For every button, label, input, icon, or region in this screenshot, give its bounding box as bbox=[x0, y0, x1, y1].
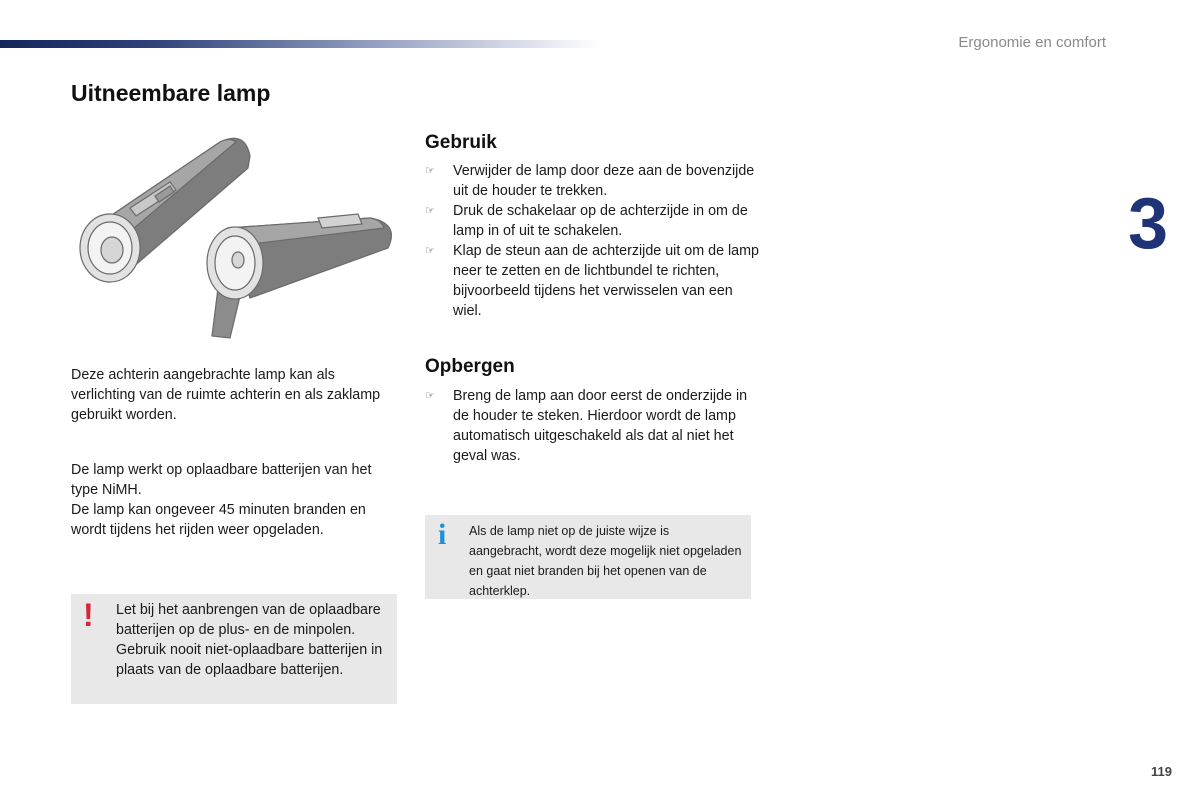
intro-paragraph: Deze achterin aangebrachte lamp kan als verlichting van de ruimte achterin en als zaklamp gebruikt worden. bbox=[71, 367, 381, 423]
list-item bbox=[425, 386, 765, 466]
section-name: Ergonomie en comfort bbox=[958, 34, 1106, 51]
warning-text-polarity: Let bij het aanbrengen van de oplaadbare batterijen op de plus- en de minpolen. bbox=[116, 602, 381, 638]
lamp-standing-icon bbox=[207, 214, 391, 338]
battery-type-paragraph: De lamp werkt op oplaadbare batterijen van het type NiMH. bbox=[71, 462, 372, 498]
pointing-hand-icon: ☞ bbox=[425, 245, 435, 257]
info-icon: i bbox=[438, 518, 447, 551]
info-text: Als de lamp niet op de juiste wijze is aangebracht, wordt deze mogelijk niet opgeladen en gaat niet branden bij het openen van de achterklep. bbox=[469, 524, 742, 598]
burn-time-paragraph: De lamp kan ongeveer 45 minuten branden en wordt tijdens het rijden weer opgeladen. bbox=[71, 502, 366, 538]
lamp-illustration bbox=[70, 128, 400, 348]
header-gradient-bar bbox=[0, 40, 600, 48]
warning-box bbox=[71, 594, 397, 704]
warning-exclamation-icon: ! bbox=[83, 597, 94, 633]
gebruik-heading: Gebruik bbox=[425, 132, 497, 153]
warning-text-rechargeable: Gebruik nooit niet-oplaadbare batterijen in plaats van de oplaadbare batterijen. bbox=[116, 642, 383, 678]
list-item-text: Breng de lamp aan door eerst de onderzijde in de houder te steken. Hierdoor wordt de lamp automatisch uitgeschakeld als dat al niet het geval was. bbox=[453, 388, 748, 464]
gebruik-list bbox=[425, 161, 765, 321]
list-item bbox=[425, 201, 765, 241]
page-number: 119 bbox=[1151, 764, 1172, 779]
pointing-hand-icon: ☞ bbox=[425, 205, 435, 217]
list-item bbox=[425, 241, 765, 321]
pointing-hand-icon: ☞ bbox=[425, 165, 435, 177]
list-item bbox=[425, 161, 765, 201]
list-item-text: Druk de schakelaar op de achterzijde in om de lamp in of uit te schakelen. bbox=[453, 203, 748, 239]
info-box bbox=[425, 515, 751, 599]
opbergen-heading: Opbergen bbox=[425, 356, 515, 377]
page-title: Uitneembare lamp bbox=[71, 80, 271, 106]
chapter-number: 3 bbox=[1128, 184, 1169, 264]
list-item-text: Verwijder de lamp door deze aan de bovenzijde uit de houder te trekken. bbox=[453, 163, 755, 199]
list-item-text: Klap de steun aan de achterzijde uit om de lamp neer te zetten en de lichtbundel te richten, bijvoorbeeld tijdens het verwisselen van een wiel. bbox=[453, 243, 759, 319]
opbergen-list bbox=[425, 386, 765, 466]
pointing-hand-icon: ☞ bbox=[425, 390, 435, 402]
